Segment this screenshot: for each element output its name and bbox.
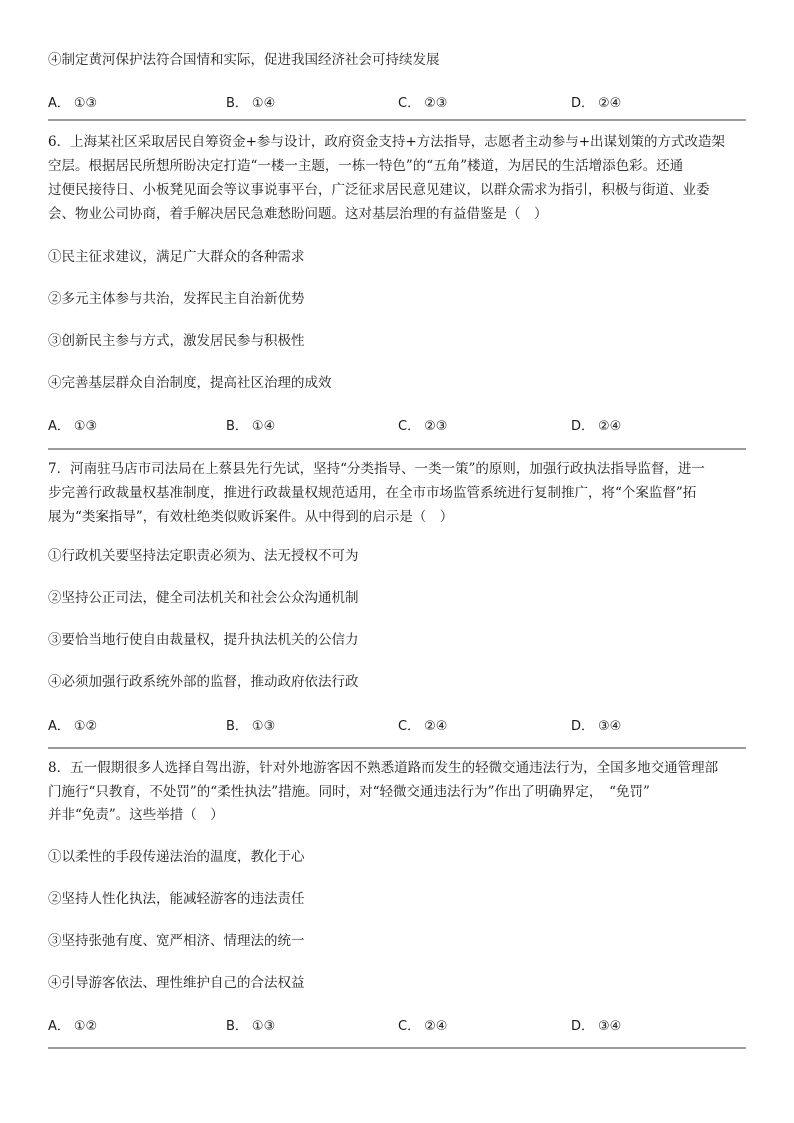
q6-choices bbox=[48, 415, 748, 435]
q7-option-1: ①行政机关要坚持法定职责必须为、法无授权不可为 bbox=[48, 548, 359, 564]
q7-stem-line-1: 7．河南驻马店市司法局在上蔡县先行先试，坚持“分类指导、一类一策”的原则，加强行政执法指导监督，进一 bbox=[48, 461, 705, 477]
q6-choice-d[interactable]: D． ②④ bbox=[571, 419, 622, 434]
q8-choice-b[interactable]: B． ①③ bbox=[226, 1019, 276, 1034]
q6-choice-c[interactable]: C． ②③ bbox=[398, 419, 448, 434]
q7-stem-line-2: 步完善行政裁量权基准制度，推进行政裁量权规范适用，在全市市场监管系统进行复制推广，将“个案监督”拓 bbox=[48, 485, 697, 501]
q6-option-4: ④完善基层群众自治制度，提高社区治理的成效 bbox=[48, 375, 332, 391]
q8-stem-line-3: 并非“免责”。这些举措（ ） bbox=[48, 807, 224, 823]
q7-option-4: ④必须加强行政系统外部的监督，推动政府依法行政 bbox=[48, 674, 359, 690]
q6-stem-line-4: 会、物业公司协商，着手解决居民急难愁盼问题。这对基层治理的有益借鉴是（ ） bbox=[48, 206, 548, 222]
q7-option-2: ②坚持公正司法，健全司法机关和社会公众沟通机制 bbox=[48, 590, 359, 606]
q8-option-3: ③坚持张弛有度、宽严相济、情理法的统一 bbox=[48, 933, 305, 949]
q6-stem-line-1: 6．上海某社区采取居民自筹资金+参与设计，政府资金支持+方法指导，志愿者主动参与+出谋划策的方式改造架 bbox=[48, 134, 726, 150]
q8-stem-line-2: 门施行“只教育，不处罚”的“柔性执法”措施。同时，对“轻微交通违法行为”作出了明确界定， “免罚” bbox=[48, 784, 650, 800]
q8-option-1: ①以柔性的手段传递法治的温度，教化于心 bbox=[48, 849, 305, 865]
q8-choice-d[interactable]: D． ③④ bbox=[571, 1019, 622, 1034]
q7-stem-line-3: 展为“类案指导”，有效杜绝类似败诉案件。从中得到的启示是（ ） bbox=[48, 509, 454, 525]
q5-choices bbox=[48, 92, 748, 112]
q5-option-4: ④制定黄河保护法符合国情和实际，促进我国经济社会可持续发展 bbox=[48, 52, 440, 68]
q6-option-1: ①民主征求建议，满足广大群众的各种需求 bbox=[48, 249, 305, 265]
q7-choices bbox=[48, 715, 748, 735]
q6-choice-b[interactable]: B． ①④ bbox=[226, 419, 276, 434]
q6-option-2: ②多元主体参与共治，发挥民主自治新优势 bbox=[48, 291, 305, 307]
q5-choice-c[interactable]: C． ②③ bbox=[398, 96, 448, 111]
q6-stem-line-3: 过便民接待日、小板凳见面会等议事说事平台，广泛征求居民意见建议，以群众需求为指引，积极与街道、业委 bbox=[48, 182, 710, 198]
q7-choice-c[interactable]: C． ②④ bbox=[398, 719, 448, 734]
q7-choice-b[interactable]: B． ①③ bbox=[226, 719, 276, 734]
q7-choice-d[interactable]: D． ③④ bbox=[571, 719, 622, 734]
q5-choice-b[interactable]: B． ①④ bbox=[226, 96, 276, 111]
q6-choice-a[interactable]: A． ①③ bbox=[48, 419, 98, 434]
q5-choice-d[interactable]: D． ②④ bbox=[571, 96, 622, 111]
q8-choice-a[interactable]: A． ①② bbox=[48, 1019, 98, 1034]
q5-choice-a[interactable]: A． ①③ bbox=[48, 96, 98, 111]
q7-choice-a[interactable]: A． ①② bbox=[48, 719, 98, 734]
q8-choice-c[interactable]: C． ②④ bbox=[398, 1019, 448, 1034]
q7-option-3: ③要恰当地行使自由裁量权，提升执法机关的公信力 bbox=[48, 632, 359, 648]
divider bbox=[48, 747, 746, 749]
q6-stem-line-2: 空层。根据居民所想所盼决定打造“一楼一主题，一栋一特色”的“五角”楼道，为居民的生活增添色彩。还通 bbox=[48, 158, 684, 174]
q8-option-2: ②坚持人性化执法，能减轻游客的违法责任 bbox=[48, 891, 305, 907]
q8-stem-line-1: 8．五一假期很多人选择自驾出游，针对外地游客因不熟悉道路而发生的轻微交通违法行为，全国多地交通管理部 bbox=[48, 760, 719, 776]
divider bbox=[48, 119, 746, 121]
divider bbox=[48, 1047, 746, 1049]
divider bbox=[48, 448, 746, 450]
q6-option-3: ③创新民主参与方式，激发居民参与积极性 bbox=[48, 333, 305, 349]
q8-choices bbox=[48, 1015, 748, 1035]
q8-option-4: ④引导游客依法、理性维护自己的合法权益 bbox=[48, 975, 305, 991]
